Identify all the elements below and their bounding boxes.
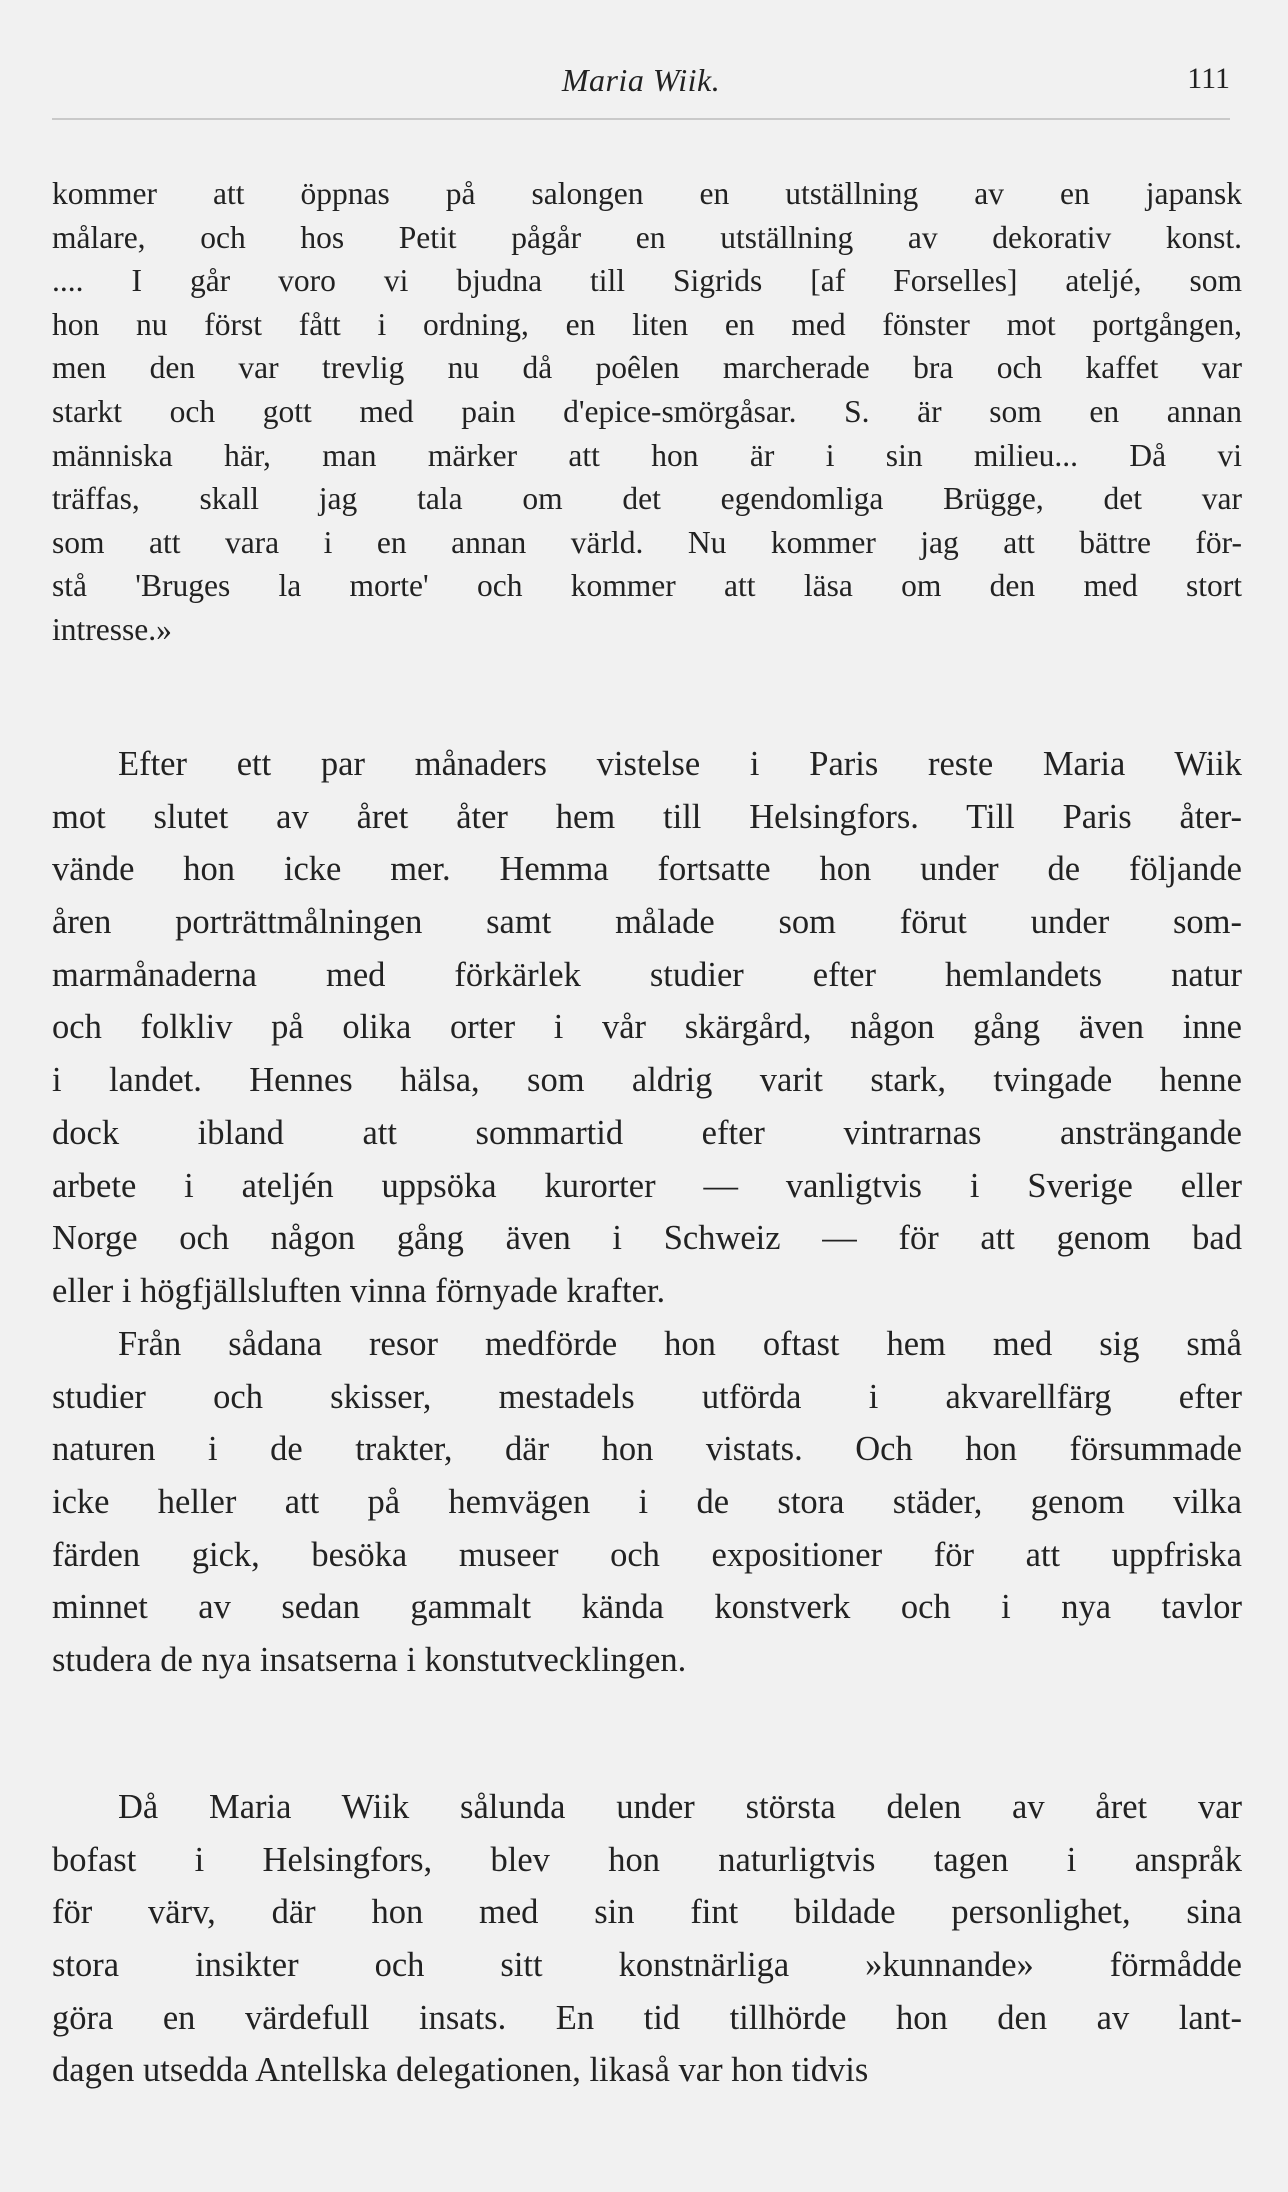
text-line: som att vara i en annan värld. Nu kommer jag att bättre för- — [52, 524, 1242, 560]
text-line: Då Maria Wiik sålunda under största delen av året var — [118, 1788, 1242, 1826]
running-title: Maria Wiik. — [561, 62, 721, 98]
text-line: mot slutet av året åter hem till Helsingfors. Till Paris åter- — [52, 797, 1242, 836]
text-line: målare, och hos Petit pågår en utställning av dekorativ konst. — [52, 219, 1242, 255]
text-line: studera de nya insatserna i konstutvecklingen. — [52, 1641, 687, 1680]
text-line: eller i högfjällsluften vinna förnyade krafter. — [52, 1271, 666, 1310]
text-line: träffas, skall jag tala om det egendomliga Brügge, det var — [52, 481, 1242, 517]
text-line: icke heller att på hemvägen i de stora städer, genom vilka — [52, 1483, 1242, 1522]
text-line: bofast i Helsingfors, blev hon naturligtvis tagen i anspråk — [52, 1840, 1242, 1879]
text-line: marmånaderna med förkärlek studier efter hemlandets natur — [52, 955, 1242, 994]
text-line: Efter ett par månaders vistelse i Paris reste Maria Wiik — [118, 745, 1242, 783]
text-line: vände hon icke mer. Hemma fortsatte hon under de följande — [52, 850, 1242, 889]
text-line: hon nu först fått i ordning, en liten en med fönster mot portgången, — [52, 306, 1242, 342]
text-line: minnet av sedan gammalt kända konstverk och i nya tavlor — [52, 1588, 1242, 1627]
text-line: Från sådana resor medförde hon oftast hem med sig små — [118, 1325, 1242, 1363]
paragraph-1 — [52, 738, 1242, 1318]
text-line: färden gick, besöka museer och expositioner för att uppfriska — [52, 1535, 1242, 1574]
text-line: studier och skisser, mestadels utförda i akvarellfärg efter — [52, 1377, 1242, 1416]
quoted-letter — [52, 172, 1242, 652]
text-line: stå 'Bruges la morte' och kommer att läsa om den med stort — [52, 568, 1242, 604]
page-number: 111 — [1187, 62, 1230, 95]
text-line: naturen i de trakter, där hon vistats. Och hon försummade — [52, 1430, 1242, 1469]
page-header — [52, 62, 1230, 106]
text-line: men den var trevlig nu då poêlen marcherade bra och kaffet var — [52, 350, 1242, 386]
paragraph-2 — [52, 1318, 1242, 1687]
text-line: starkt och gott med pain d'epice-smörgåsar. S. är som en annan — [52, 393, 1242, 429]
text-line: och folkliv på olika orter i vår skärgård, någon gång även inne — [52, 1008, 1242, 1047]
text-line: göra en värdefull insats. En tid tillhörde hon den av lant- — [52, 1998, 1242, 2037]
text-line: dock ibland att sommartid efter vintrarnas ansträngande — [52, 1113, 1242, 1152]
text-line: dagen utsedda Antellska delegationen, likaså var hon tidvis — [52, 2051, 869, 2090]
text-line: kommer att öppnas på salongen en utställning av en japansk — [52, 176, 1242, 211]
text-line: intresse.» — [52, 611, 172, 647]
text-line: .... I går voro vi bjudna till Sigrids [af Forselles] ateljé, som — [52, 263, 1242, 299]
text-line: i landet. Hennes hälsa, som aldrig varit stark, tvingade henne — [52, 1061, 1242, 1100]
text-line: åren porträttmålningen samt målade som förut under som- — [52, 903, 1242, 942]
text-line: arbete i ateljén uppsöka kurorter — vanligtvis i Sverige eller — [52, 1166, 1242, 1205]
text-line: Norge och någon gång även i Schweiz — för att genom bad — [52, 1219, 1242, 1258]
header-rule — [52, 118, 1230, 120]
paragraph-3 — [52, 1781, 1242, 2097]
text-line: människa här, man märker att hon är i sin milieu... Då vi — [52, 437, 1242, 473]
text-line: för värv, där hon med sin fint bildade personlighet, sina — [52, 1893, 1242, 1932]
text-line: stora insikter och sitt konstnärliga »kunnande» förmådde — [52, 1946, 1242, 1985]
